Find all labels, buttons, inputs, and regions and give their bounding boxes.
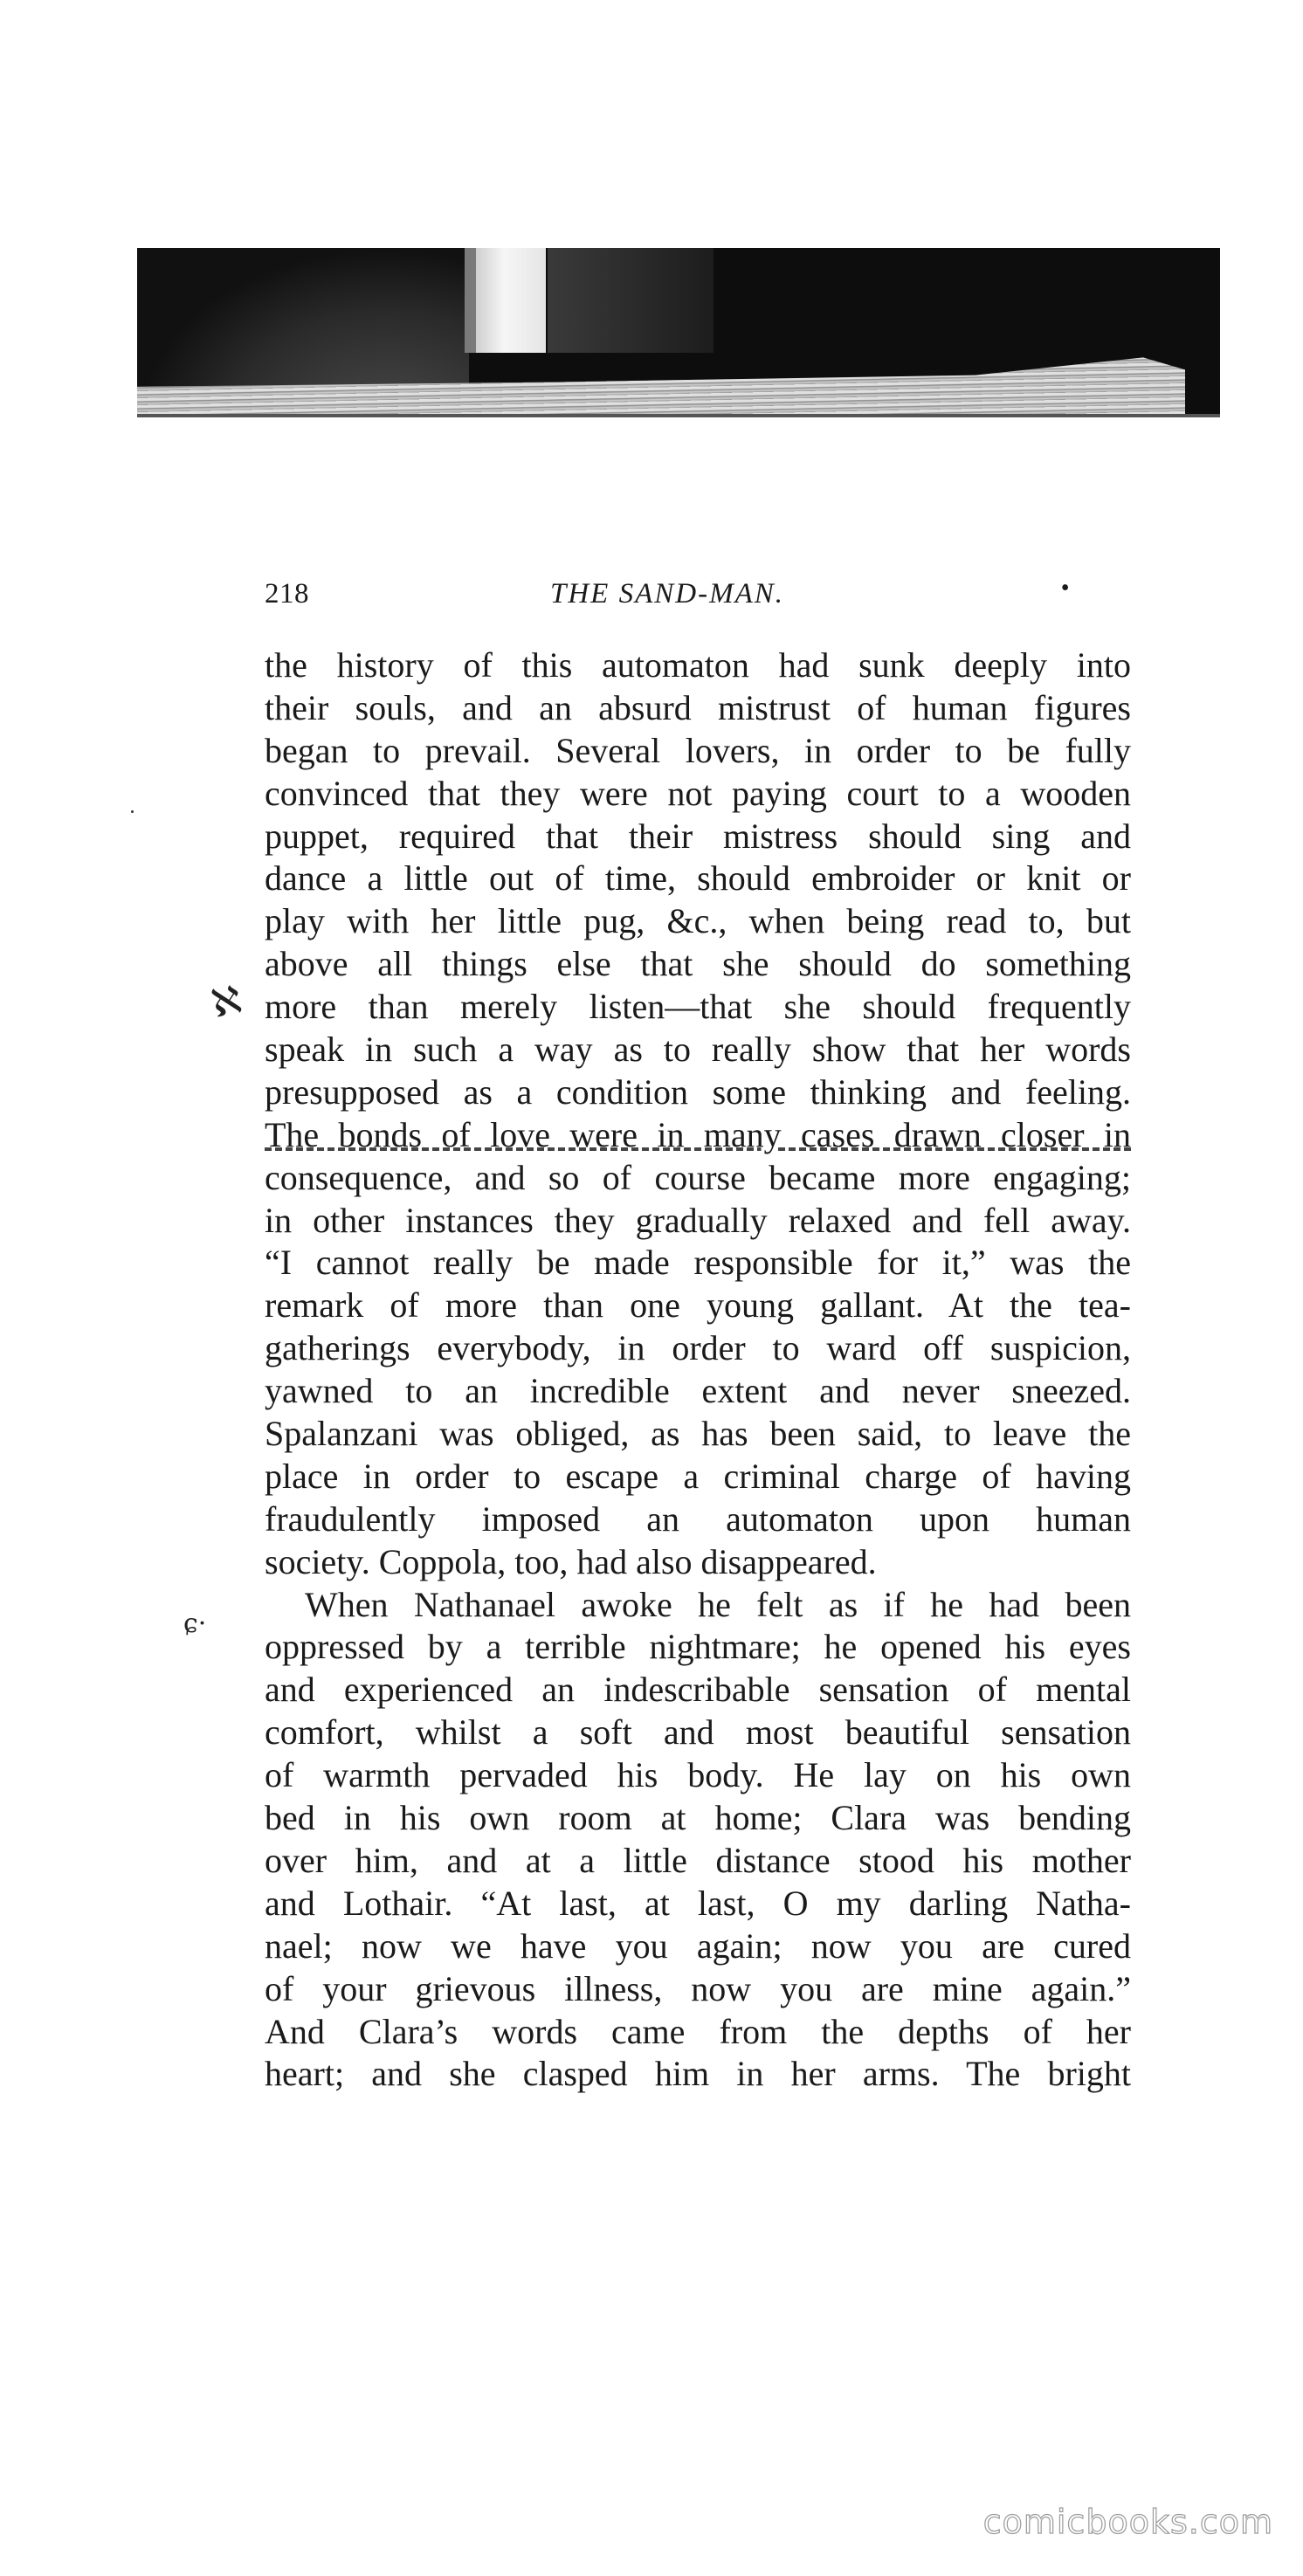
running-head bbox=[265, 575, 1070, 620]
text-line: and Lothair. “At last, at last, O my darling Natha- bbox=[265, 1883, 1131, 1923]
text-line: remark of more than one young gallant. At the tea- bbox=[265, 1285, 1131, 1326]
text-line: Spalanzani was obliged, as has been said, to leave the bbox=[265, 1414, 1131, 1454]
text-line: the history of this automaton had sunk deeply into bbox=[265, 645, 1131, 685]
header-ink-mark: • bbox=[1060, 575, 1070, 602]
body-text bbox=[265, 644, 1131, 2096]
text-line: of your grievous illness, now you are mine again.” bbox=[265, 1968, 1131, 2008]
margin-speck bbox=[131, 810, 134, 813]
text-line: bed in his own room at home; Clara was bending bbox=[265, 1798, 1131, 1838]
scanned-page-edge-image bbox=[137, 248, 1220, 417]
scan-bottom-rule bbox=[137, 414, 1220, 417]
text-line: above all things else that she should do something bbox=[265, 944, 1131, 984]
text-line: consequence, and so of course became more engaging; bbox=[265, 1157, 1131, 1197]
text-line-underlined: The bonds of love were in many cases drawn closer in bbox=[265, 1114, 1131, 1154]
margin-pencil-mark: ℵ bbox=[208, 977, 245, 1027]
text-line: comfort, whilst a soft and most beautiful sensation bbox=[265, 1712, 1131, 1753]
text-line: nael; now we have you again; now you are cured bbox=[265, 1925, 1131, 1966]
text-line: more than merely listen—that she should frequently bbox=[265, 987, 1131, 1027]
scan-pillar-shadow bbox=[548, 248, 714, 353]
text-line: presupposed as a condition some thinking and feeling. bbox=[265, 1071, 1131, 1112]
text-line: dance a little out of time, should embroider or knit or bbox=[265, 858, 1131, 899]
paragraph-start-line: When Nathanael awoke he felt as if he had been bbox=[305, 1584, 1131, 1624]
text-line: puppet, required that their mistress should sing and bbox=[265, 816, 1131, 856]
margin-pencil-mark-lower: ɕ· bbox=[183, 1608, 207, 1639]
running-title: THE SAND-MAN. bbox=[550, 578, 784, 610]
text-line: convinced that they were not paying court to a wooden bbox=[265, 773, 1131, 813]
text-line: and experienced an indescribable sensation of mental bbox=[265, 1670, 1131, 1710]
text-line: in other instances they gradually relaxed and fell away. bbox=[265, 1200, 1131, 1240]
text-line: of warmth pervaded his body. He lay on his own bbox=[265, 1755, 1131, 1795]
watermark-logo: comicbooks.com bbox=[982, 2503, 1273, 2541]
text-line: place in order to escape a criminal charge of having bbox=[265, 1456, 1131, 1496]
text-line: “I cannot really be made responsible for it,” was the bbox=[265, 1243, 1131, 1283]
text-line: gatherings everybody, in order to ward off suspicion, bbox=[265, 1328, 1131, 1368]
scan-pillar bbox=[476, 248, 546, 353]
text-line: play with her little pug, &c., when being read to, but bbox=[265, 901, 1131, 941]
paragraph-end-line: society. Coppola, too, had also disappeared. bbox=[265, 1541, 877, 1581]
text-line: fraudulently imposed an automaton upon human bbox=[265, 1498, 1131, 1539]
text-line: began to prevail. Several lovers, in order to be fully bbox=[265, 730, 1131, 770]
text-line: And Clara’s words came from the depths of her bbox=[265, 2011, 1131, 2051]
text-line: speak in such a way as to really show that her words bbox=[265, 1030, 1131, 1070]
page-number: 218 bbox=[265, 578, 309, 610]
text-line: their souls, and an absurd mistrust of human figures bbox=[265, 687, 1131, 727]
text-line: heart; and she clasped him in her arms. The bright bbox=[265, 2054, 1131, 2094]
text-line: yawned to an incredible extent and never sneezed. bbox=[265, 1371, 1131, 1411]
text-line: over him, and at a little distance stood his mother bbox=[265, 1840, 1131, 1880]
text-line: oppressed by a terrible nightmare; he opened his eyes bbox=[265, 1627, 1131, 1667]
